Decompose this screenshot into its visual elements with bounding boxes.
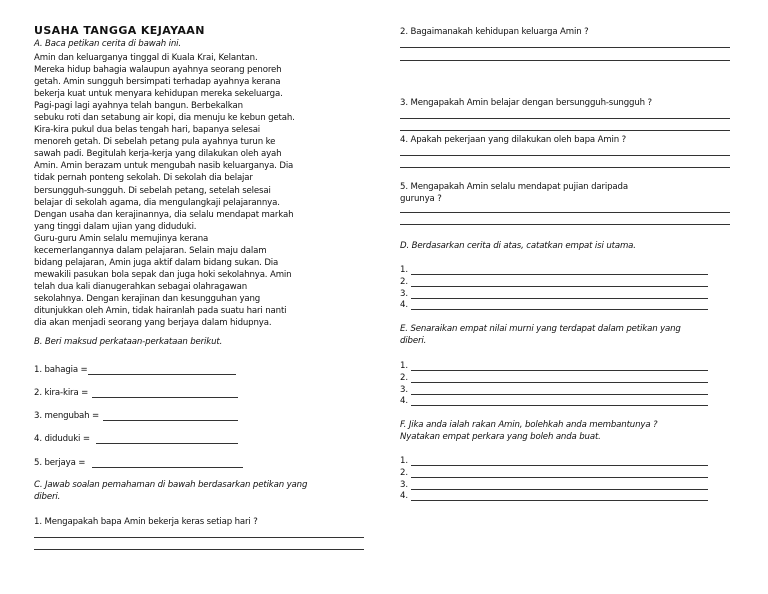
list-number: 3.: [400, 479, 408, 490]
answer-line[interactable]: [411, 405, 708, 406]
passage: [34, 52, 295, 329]
answer-line[interactable]: [400, 155, 730, 156]
passage-line: sawah padi. Begitulah kerja-kerja yang dilakukan oleh ayah: [34, 149, 282, 160]
answer-line[interactable]: [96, 443, 238, 444]
answer-line[interactable]: [400, 212, 730, 213]
question-5-cont: gurunya ?: [400, 194, 442, 204]
passage-line: sebuku roti dan setabung air kopi, dia menuju ke kebun getah.: [34, 113, 295, 124]
vocab-item: 3. mengubah =: [34, 411, 100, 421]
list-number: 1.: [400, 265, 408, 275]
worksheet-title: USAHA TANGGA KEJAYAAN: [34, 24, 205, 37]
passage-line: kecemerlangannya dalam pelajaran. Selain maju dalam: [34, 245, 267, 256]
question-4: 4. Apakah pekerjaan yang dilakukan oleh bapa Amin ?: [400, 135, 627, 145]
section-e-heading: E. Senaraikan empat nilai murni yang terdapat dalam petikan yang: [400, 324, 681, 334]
section-f-heading-cont: Nyatakan empat perkara yang boleh anda buat.: [400, 432, 601, 442]
passage-line: Amin. Amin berazam untuk mengubah nasib keluarganya. Dia: [34, 161, 294, 172]
vocab-item: 4. diduduki =: [34, 434, 90, 444]
passage-line: Kira-kira pukul dua belas tengah hari, bapanya selesai: [34, 125, 261, 136]
answer-line[interactable]: [34, 537, 364, 538]
section-a-heading: A. Baca petikan cerita di bawah ini.: [34, 39, 181, 49]
section-b-heading: B. Beri maksud perkataan-perkataan berikut.: [34, 337, 223, 347]
passage-line: telah dua kali dianugerahkan sebagai olahragawan: [34, 281, 247, 292]
list-number: 2.: [400, 276, 408, 287]
passage-line: bekerja kuat untuk menyara kehidupan mereka sekeluarga.: [34, 89, 283, 100]
answer-line[interactable]: [411, 465, 708, 466]
passage-line: Amin dan keluarganya tinggal di Kuala Krai, Kelantan.: [34, 53, 258, 63]
answer-line[interactable]: [103, 420, 238, 421]
answer-line[interactable]: [88, 374, 236, 375]
passage-line: tidak pernah ponteng sekolah. Di sekolah dia belajar: [34, 173, 253, 184]
answer-line[interactable]: [411, 298, 708, 299]
answer-line[interactable]: [400, 224, 730, 225]
answer-line[interactable]: [400, 130, 730, 131]
answer-line[interactable]: [411, 309, 708, 310]
passage-line: bersungguh-sungguh. Di sebelah petang, setelah selesai: [34, 185, 271, 196]
passage-line: mewakili pasukan bola sepak dan juga hoki sekolahnya. Amin: [34, 269, 292, 280]
list-number: 3.: [400, 384, 408, 395]
question-5: 5. Mengapakah Amin selalu mendapat pujian daripada: [400, 182, 628, 192]
answer-line[interactable]: [92, 397, 238, 398]
passage-line: Dengan usaha dan kerajinannya, dia selalu mendapat markah: [34, 209, 294, 220]
passage-line: menoreh getah. Di sebelah petang pula ayahnya turun ke: [34, 137, 276, 148]
section-d-heading: D. Berdasarkan cerita di atas, catatkan empat isi utama.: [400, 241, 636, 251]
list-number: 4.: [400, 396, 408, 407]
vocab-item: 5. berjaya =: [34, 458, 86, 468]
section-e-heading-cont: diberi.: [400, 336, 427, 346]
question-3: 3. Mengapakah Amin belajar dengan bersungguh-sungguh ?: [400, 98, 652, 108]
answer-line[interactable]: [411, 274, 708, 275]
passage-line: getah. Amin sungguh bersimpati terhadap ayahnya kerana: [34, 77, 281, 88]
section-c-heading: C. Jawab soalan pemahaman di bawah berdasarkan petikan yang: [34, 480, 308, 490]
list-number: 2.: [400, 467, 408, 478]
vocab-item: 2. kira-kira =: [34, 388, 89, 398]
section-c-heading-cont: diberi.: [34, 492, 61, 502]
answer-line[interactable]: [411, 370, 708, 371]
list-number: 3.: [400, 288, 408, 299]
answer-line[interactable]: [411, 489, 708, 490]
section-f-heading: F. Jika anda ialah rakan Amin, bolehkah anda membantunya ?: [400, 420, 658, 430]
passage-line: Mereka hidup bahagia walaupun ayahnya seorang penoreh: [34, 65, 282, 76]
answer-line[interactable]: [411, 286, 708, 287]
question-1: 1. Mengapakah bapa Amin bekerja keras setiap hari ?: [34, 517, 258, 527]
answer-line[interactable]: [34, 549, 364, 550]
passage-line: ditunjukkan oleh Amin, tidak hairanlah pada suatu hari nanti: [34, 305, 287, 316]
list-number: 1.: [400, 456, 408, 466]
answer-line[interactable]: [92, 467, 243, 468]
answer-line[interactable]: [400, 47, 730, 48]
passage-line: sekolahnya. Dengan kerajinan dan kesungguhan yang: [34, 293, 261, 304]
answer-line[interactable]: [400, 118, 730, 119]
list-number: 2.: [400, 372, 408, 383]
list-number: 1.: [400, 361, 408, 371]
list-number: 4.: [400, 300, 408, 311]
passage-line: belajar di sekolah agama, dia mengulangkaji pelajarannya.: [34, 197, 280, 208]
passage-line: yang tinggi dalam ujian yang diduduki.: [34, 221, 197, 232]
answer-line[interactable]: [400, 167, 730, 168]
answer-line[interactable]: [411, 382, 708, 383]
passage-line: dia akan menjadi seorang yang berjaya dalam hidupnya.: [34, 318, 272, 329]
answer-line[interactable]: [411, 394, 708, 395]
answer-line[interactable]: [411, 500, 708, 501]
question-2: 2. Bagaimanakah kehidupan keluarga Amin ?: [400, 27, 589, 37]
passage-line: bidang pelajaran, Amin juga aktif dalam bidang sukan. Dia: [34, 257, 279, 268]
answer-line[interactable]: [400, 60, 730, 61]
answer-line[interactable]: [411, 477, 708, 478]
passage-line: Pagi-pagi lagi ayahnya telah bangun. Berbekalkan: [34, 101, 243, 112]
vocab-item: 1. bahagia =: [34, 365, 88, 375]
passage-line: Guru-guru Amin selalu memujinya kerana: [34, 233, 209, 244]
list-number: 4.: [400, 491, 408, 502]
